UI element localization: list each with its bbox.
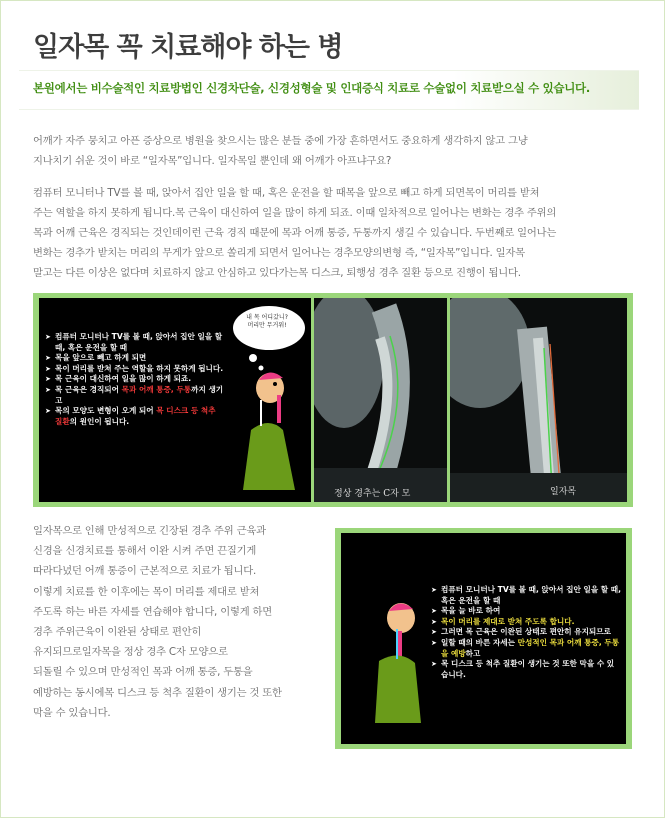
slide-bullet-item bbox=[45, 364, 225, 375]
slide-bullet-item bbox=[45, 374, 225, 385]
bullet-text: 의 원인이 됩니다. bbox=[69, 416, 130, 426]
slide-cause-list bbox=[45, 332, 225, 427]
straight-neck-caption: 일자목 bbox=[550, 487, 577, 497]
page-title: 일자목 꼭 치료해야 하는 병 bbox=[33, 32, 343, 63]
bullet-text: 하고 bbox=[465, 648, 481, 658]
normal-spine-xray bbox=[314, 298, 447, 502]
thought-bubble-text: 내 목 어디갔니? 머리만 무거워! bbox=[246, 314, 288, 329]
subtitle: 본원에서는 비수술적인 치료방법인 신경차단술, 신경성형술 및 인대증식 치료로 수술없이 치료받으실 수 있습니다. bbox=[33, 81, 590, 95]
highlighted-text: 목 디스크 등 척추 질환 bbox=[55, 406, 216, 426]
bullet-text: 일할 때의 바른 자세는 bbox=[441, 637, 518, 647]
slide-bullet-item bbox=[45, 406, 225, 427]
bullet-text: 목 근육이 대신하여 일을 많이 하게 되죠. bbox=[55, 374, 192, 384]
illustration-panel bbox=[33, 293, 633, 507]
bullet-text: 그러면 목 근육은 이완된 상태로 편안히 유지되므로 bbox=[441, 627, 611, 637]
cause-paragraph: 컴퓨터 모니터나 TV를 볼 때, 앉아서 집안 일을 할 때, 혹은 운전을 할 때목을 앞으로 빼고 하게 되면목이 머리를 받쳐 주는 역할을 하지 못하게 됩니다.목 근육이 대신하여 일을 많이 하게 되죠. 이때 일차적으로 일어나는 변화는 경추 주위의 목과 어깨 근육은 경직되는 것인데이런 근육 경직 때문에 목과 어깨 통증, 두통까지 생길 수 있습니다. 두번째로 일어나는 변화는 경추가 받치는 머리의 무게가 앞으로 쏠리게 되면서 일어나는 경추모양의변형 즉, “일자목”입니다. 일자목 말고는 다른 이상은 없다며 치료하지 않고 안심하고 있다가는목 디스크, 퇴행성 경추 질환 등으로 진행이 됩니다. bbox=[33, 187, 557, 279]
bullet-text: 목이 머리를 받쳐 주는 역할을 하지 못하게 됩니다. bbox=[55, 363, 224, 373]
slide-bullet-item bbox=[45, 353, 225, 364]
bullet-text: 목을 늘 바로 하여 bbox=[441, 606, 501, 616]
slide-bullet-item bbox=[45, 332, 225, 353]
upright-person-illustration bbox=[341, 533, 421, 744]
bullet-text: 까지 생기고 bbox=[55, 384, 224, 405]
treatment-illustration-panel bbox=[335, 528, 632, 749]
xray-straight-neck bbox=[450, 298, 627, 502]
highlighted-text: 만성적인 목과 어깨 통증, 두통을 예방 bbox=[441, 637, 620, 658]
treatment-paragraph: 일자목으로 인해 만성적으로 긴장된 경추 주위 근육과 신경을 신경치료를 통해서 이완 시켜 주면 끈질기게 따라다녔던 어깨 통증이 근본적으로 치료가 됩니다. 이렇게 치료를 한 이후에는 목이 머리를 제대로 받쳐 주도록 하는 바른 자세를 연습해야 합니다, 이렇게 하면 경추 주위근육이 이완된 상태로 편안히 유지되므로일자목을 정상 경추 C자 모양으로 되돌릴 수 있으며 만성적인 목과 어깨 통증, 두통을 예방하는 동시에목 디스크 등 척추 질환이 생기는 것 또한 막을 수 있습니다. bbox=[33, 525, 282, 719]
slide-treatment-list bbox=[431, 585, 621, 680]
bullet-text: 목 디스크 등 척추 질환이 생기는 것 또한 막을 수 있습니다. bbox=[441, 659, 615, 679]
slide-bullet-item bbox=[431, 617, 621, 628]
slide-bullet-item bbox=[431, 627, 621, 638]
slide-bullet-item bbox=[45, 385, 225, 406]
slide-cause bbox=[39, 298, 311, 502]
bullet-text: 컴퓨터 모니터나 TV를 볼 때, 앉아서 집안 일을 할 때, 혹은 운전을 할 때 bbox=[55, 332, 223, 352]
slide-bullet-item bbox=[431, 585, 621, 606]
slide-bullet-item bbox=[431, 659, 621, 680]
slide-bullet-item bbox=[431, 606, 621, 617]
bullet-text: 컴퓨터 모니터나 TV를 볼 때, 앉아서 집안 일을 할 때, 혹은 운전을 할 때 bbox=[441, 585, 621, 605]
highlighted-text: 목이 머리를 제대로 받쳐 주도록 합니다. bbox=[441, 616, 575, 626]
xray-normal bbox=[314, 298, 447, 502]
slide-treatment bbox=[341, 533, 626, 744]
bullet-text: 목의 모양도 변형이 오게 되어 bbox=[55, 406, 157, 416]
intro-paragraph: 어깨가 자주 뭉치고 아픈 증상으로 병원을 찾으시는 많은 분들 중에 가장 흔하면서도 중요하게 생각하지 않고 그냥 지나치기 쉬운 것이 바로 “일자목”입니다. 일자목일 뿐인데 왜 어깨가 아프냐구요? bbox=[33, 135, 528, 167]
bullet-text: 목 근육은 경직되어 bbox=[55, 384, 122, 394]
slide-bullet-item bbox=[431, 638, 621, 659]
normal-spine-caption: 정상 경추는 C자 모 bbox=[334, 489, 411, 499]
highlighted-text: 목과 어깨 통증, 두통 bbox=[121, 384, 192, 394]
bullet-text: 목을 앞으로 빼고 하게 되면 bbox=[55, 353, 147, 363]
straight-neck-xray bbox=[450, 298, 627, 502]
